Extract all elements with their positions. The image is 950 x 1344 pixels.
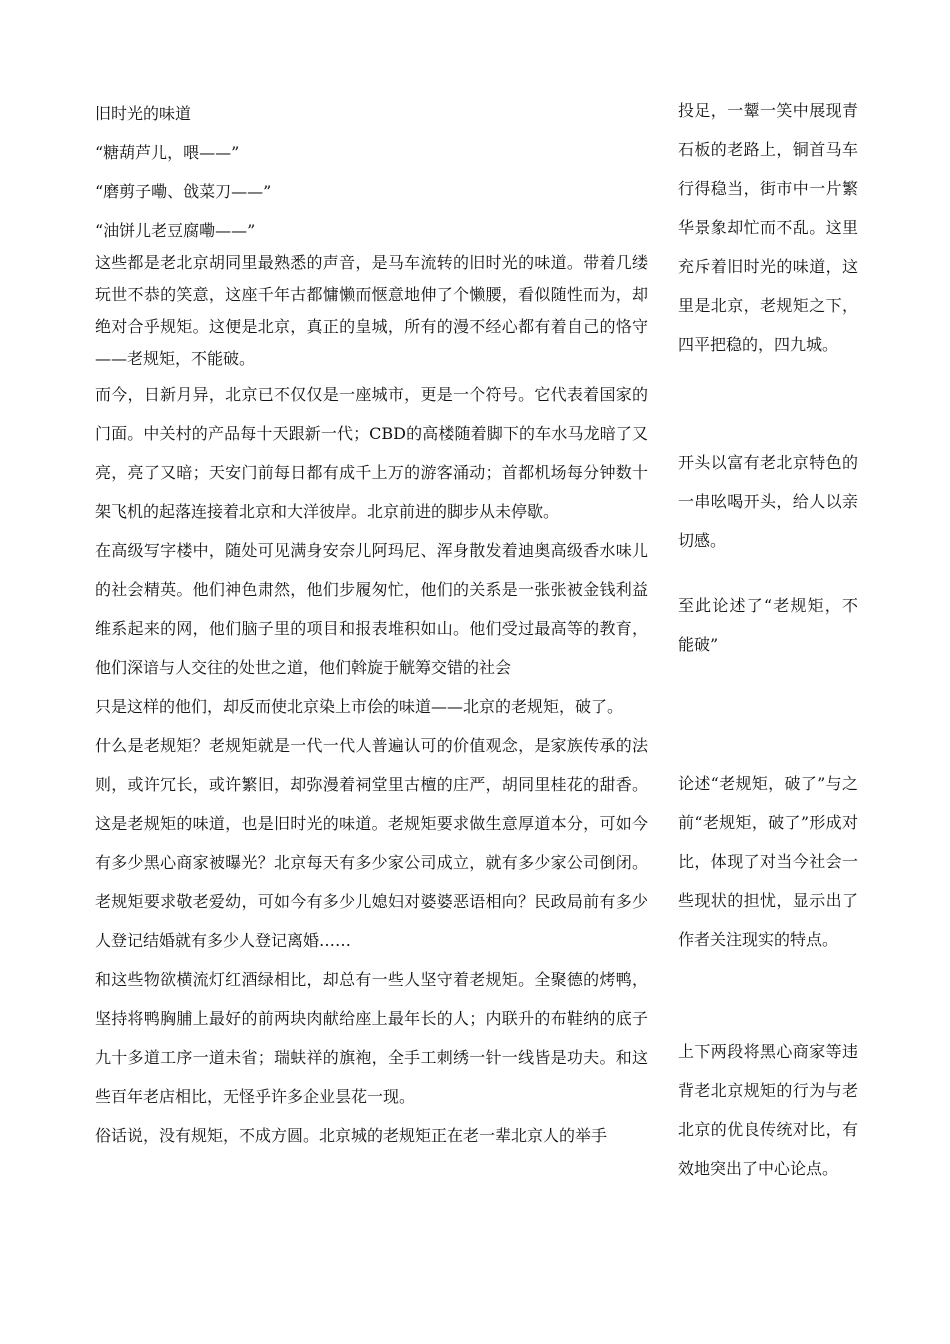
essay-title: 旧时光的味道 <box>95 104 192 123</box>
vendor-call-1: “糖葫芦儿，喂——” <box>95 143 240 162</box>
comment-continuation <box>678 91 858 364</box>
vendor-call-2: “磨剪子嘞、戗菜刀——” <box>95 182 272 201</box>
comment-text: 论述“老规矩，破了”与之前“老规矩，破了”形成对比，体现了对当今社会一些现状的担忧，显示出了作者关注现实的特点。 <box>678 774 858 949</box>
paragraph-5: 什么是老规矩？老规矩就是一代一代人普遍认可的价值观念，是家族传承的法则，或许冗长，或许繁旧，却弥漫着祠堂里古檀的庄严，胡同里桂花的甜香。这是老规矩的味道，也是旧时光的味道。老规矩要求做生意厚道本分，可如今有多少黑心商家被曝光？北京每天有多少家公司成立，就有多少家公司倒闭。老规矩要求敬老爱幼，可如今有多少儿媳妇对婆婆恶语相向？民政局前有多少人登记结婚就有多少人登记离婚…… <box>95 736 648 950</box>
main-text-column <box>95 98 648 1155</box>
paragraph-3: 在高级写字楼中，随处可见满身安奈儿阿玛尼、浑身散发着迪奥高级香水味儿的社会精英。他们神色肃然，他们步履匆忙，他们的关系是一张张被金钱利益维系起来的网，他们脑子里的项目和报表堆积如山。他们受过最高等的教育，他们深谙与人交往的处世之道，他们斡旋于觥筹交错的社会 <box>95 541 648 677</box>
comment-opening <box>678 443 858 560</box>
comment-text: 开头以富有老北京特色的一串吆喝开头，给人以亲切感。 <box>678 453 858 550</box>
paragraph-6: 和这些物欲横流灯红酒绿相比，却总有一些人坚守着老规矩。全聚德的烤鸭，坚持将鸭胸脯上最好的前两块肉献给座上最年长的人；内联升的布鞋纳的底子九十多道工序一道未省；瑞蚨祥的旗袍，全手工刺绣一针一线皆是功夫。和这些百年老店相比，无怪乎许多企业昙花一现。 <box>95 970 648 1106</box>
comment-rule-not-broken <box>678 586 858 664</box>
comment-rule-broken <box>678 764 858 959</box>
comment-contrast <box>678 1032 858 1188</box>
comment-text: 投足，一颦一笑中展现青石板的老路上，铜首马车行得稳当，街市中一片繁华景象却忙而不乱。这里充斥着旧时光的味道，这里是北京，老规矩之下，四平把稳的，四九城。 <box>678 101 858 354</box>
comment-text: 上下两段将黑心商家等违背老北京规矩的行为与老北京的优良传统对比，有效地突出了中心论点。 <box>678 1042 858 1178</box>
comment-text: 至此论述了“老规矩，不能破” <box>678 596 858 654</box>
paragraph-4: 只是这样的他们，却反而使北京染上市侩的味道——北京的老规矩，破了。 <box>95 697 624 716</box>
paragraph-1: 这些都是老北京胡同里最熟悉的声音，是马车流转的旧时光的味道。带着几缕玩世不恭的笑意，这座千年古都慵懒而惬意地伸了个懒腰，看似随性而为，却绝对合乎规矩。这便是北京，真正的皇城，所有的漫不经心都有着自己的恪守——老规矩，不能破。 <box>95 253 648 368</box>
paragraph-7: 俗话说，没有规矩，不成方圆。北京城的老规矩正在老一辈北京人的举手 <box>95 1126 608 1145</box>
paragraph-2: 而今，日新月异，北京已不仅仅是一座城市，更是一个符号。它代表着国家的门面。中关村的产品每十天跟新一代；CBD的高楼随着脚下的车水马龙暗了又亮，亮了又暗；天安门前每日都有成千上万的游客涌动；首都机场每分钟数十架飞机的起落连接着北京和大洋彼岸。北京前进的脚步从未停歇。 <box>95 385 648 521</box>
vendor-call-3: “油饼儿老豆腐嘞——” <box>95 221 256 240</box>
